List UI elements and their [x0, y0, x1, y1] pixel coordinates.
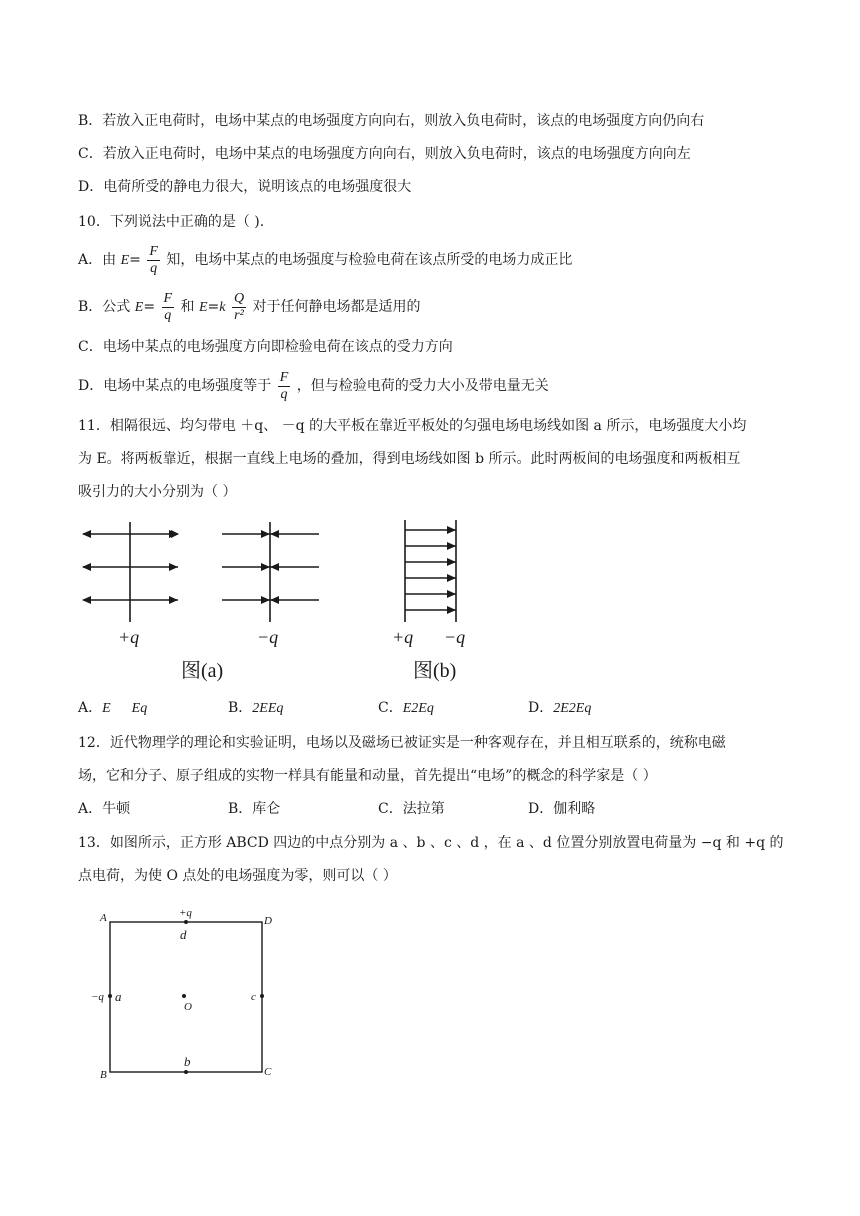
q11-option-c[interactable]: C．E2Eq: [378, 700, 434, 716]
label-c: c: [251, 991, 256, 1003]
square-abcd: [110, 922, 262, 1072]
label-O: O: [184, 1001, 192, 1013]
q10-b-prefix: B．公式: [78, 299, 131, 315]
point-a: [108, 994, 112, 998]
label-B: B: [100, 1069, 107, 1081]
fraction-f-over-q: $\frac{F}{q}$: [149, 243, 158, 276]
q11-stem-line1: 11．相隔很远、均匀带电 ＋q、 －q 的大平板在靠近平板处的匀强电场电场线如图 a 所示，电场强度大小均: [78, 418, 747, 434]
label-b: b: [184, 1054, 191, 1069]
q13-stem-line1: 13．如图所示，正方形 ABCD 四边的中点分别为 a 、b 、c 、d ，在 a 、d 位置分别放置电荷量为 −q 和 +q 的: [78, 835, 784, 851]
q9-option-b: B．若放入正电荷时，电场中某点的电场强度方向向右，则放入负电荷时，该点的电场强度方向仍向右: [78, 113, 705, 129]
label-minus-q: −q: [91, 991, 104, 1003]
q12-option-d[interactable]: D．伽利略: [528, 801, 596, 817]
q10-b-suffix: 对于任何静电场都是适用的: [252, 299, 421, 315]
formula-k: k: [219, 300, 226, 315]
fig-b-caption: 图(b): [413, 660, 457, 682]
point-b: [184, 1070, 188, 1074]
point-d: [184, 920, 188, 924]
q9-option-c: C．若放入正电荷时，电场中某点的电场强度方向向右，则放入负电荷时，该点的电场强度方向向左: [78, 146, 691, 162]
q11-stem-line2: 为 E。将两板靠近，根据一直线上电场的叠加，得到电场线如图 b 所示。此时两板间的电场强度和两板相互: [78, 451, 741, 467]
q12-stem-line2: 场，它和分子、原子组成的实物一样具有能量和动量，首先提出“电场”的概念的科学家是（ ）: [78, 768, 657, 784]
q10-d-prefix: D．电场中某点的电场强度等于: [78, 378, 272, 394]
q12-option-c[interactable]: C．法拉第: [378, 801, 445, 817]
q12-option-a[interactable]: A．牛顿: [78, 801, 131, 817]
formula-eq: =: [129, 252, 141, 268]
q10-a-suffix: 知，电场中某点的电场强度与检验电荷在该点所受的电场力成正比: [166, 252, 573, 268]
q12-option-b[interactable]: B．库仑: [228, 801, 281, 817]
formula-e: E: [134, 300, 144, 315]
q11-option-a[interactable]: A．E Eq: [78, 700, 148, 716]
q11-option-b[interactable]: B．2EEq: [228, 700, 284, 716]
q10-d-suffix: ，但与检验电荷的受力大小及带电量无关: [296, 378, 549, 394]
label-C: C: [264, 1066, 272, 1078]
label-d: d: [180, 927, 187, 942]
label-plus-q: +q: [179, 907, 192, 919]
fig-a-right-label: −q: [257, 627, 279, 647]
formula-e: E: [198, 300, 208, 315]
q10-a-prefix: A．由: [78, 252, 117, 268]
point-c: [260, 994, 264, 998]
q11-option-d[interactable]: D．2E2Eq: [528, 700, 592, 716]
fig-a-left-label: +q: [118, 627, 140, 647]
label-a: a: [115, 989, 122, 1004]
fig-b-left-label: +q: [392, 627, 414, 647]
q10-b-mid: 和: [180, 299, 195, 315]
fig-a-caption: 图(a): [181, 660, 224, 682]
q11-stem-line3: 吸引力的大小分别为（ ）: [78, 484, 237, 500]
formula-e: E: [120, 253, 130, 268]
q10-option-c: C．电场中某点的电场强度方向即检验电荷在该点的受力方向: [78, 339, 453, 355]
q10-stem: 10．下列说法中正确的是（ ).: [78, 214, 265, 230]
fraction-q-over-r2: $\frac{Q}{\text{r²}}$: [233, 290, 245, 323]
q9-option-d: D．电荷所受的静电力很大，说明该点的电场强度很大: [78, 179, 412, 195]
q12-stem-line1: 12．近代物理学的理论和实验证明，电场以及磁场已被证实是一种客观存在，并且相互联系的，统称电磁: [78, 735, 726, 751]
point-o: [182, 994, 186, 998]
label-D: D: [264, 915, 272, 927]
fraction-f-over-q: $\frac{F}{q}$: [279, 369, 289, 402]
formula-eq: =: [143, 299, 156, 315]
q13-stem-line2: 点电荷，为使 O 点处的电场强度为零，则可以（ ）: [78, 868, 397, 884]
fraction-f-over-q: $\frac{F}{q}$: [163, 290, 173, 323]
fig-b-right-label: −q: [444, 627, 466, 647]
formula-eq: =: [207, 299, 220, 315]
label-A: A: [100, 912, 107, 924]
